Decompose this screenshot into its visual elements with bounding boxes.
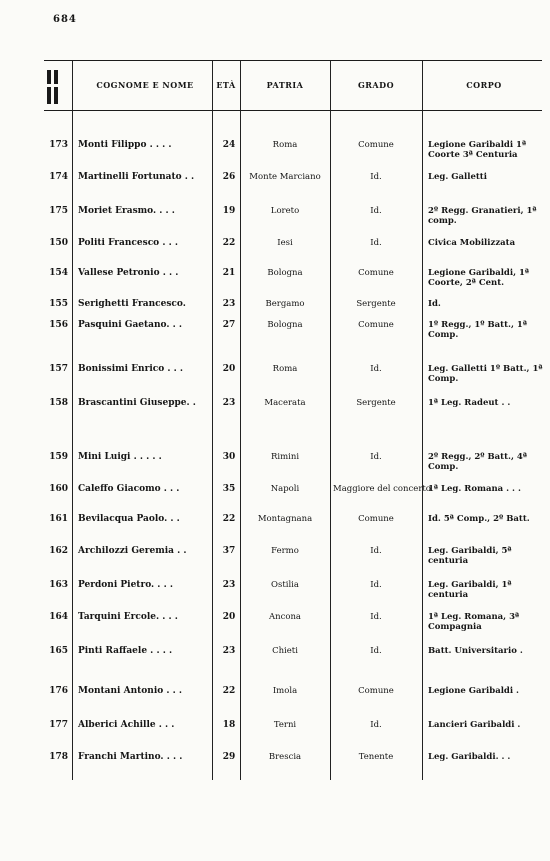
- column-divider-corpo: [422, 60, 423, 780]
- row-grado: Id.: [370, 720, 382, 730]
- row-patria: Bologna: [267, 268, 303, 278]
- table-header-rule: [44, 110, 542, 111]
- row-name: Alberici Achille . . .: [78, 720, 175, 730]
- row-corpo: Leg. Galletti: [428, 172, 487, 182]
- row-grado: Id.: [370, 238, 382, 248]
- row-name: Mini Luigi . . . . .: [78, 452, 162, 462]
- row-age: 21: [222, 268, 236, 278]
- row-age: 30: [222, 452, 236, 462]
- row-name: Politi Francesco . . .: [78, 238, 178, 248]
- row-grado: Comune: [358, 686, 394, 696]
- row-name: Montani Antonio . . .: [78, 686, 183, 696]
- row-name: Archilozzi Geremia . .: [78, 546, 187, 556]
- row-name: Moriet Erasmo. . . .: [78, 206, 175, 216]
- row-patria: Ancona: [268, 612, 302, 622]
- row-grado: Comune: [358, 514, 394, 524]
- row-name: Vallese Petronio . . .: [78, 268, 179, 278]
- row-number: 173: [49, 140, 68, 150]
- page-number: 684: [53, 14, 77, 25]
- row-grado: Sergente: [356, 398, 396, 408]
- row-age: 23: [222, 646, 236, 656]
- row-number: 157: [49, 364, 68, 374]
- row-name: Pinti Raffaele . . . .: [78, 646, 173, 656]
- row-name: Bevilacqua Paolo. . .: [78, 514, 180, 524]
- row-name: Bonissimi Enrico . . .: [78, 364, 184, 374]
- row-patria: Iesi: [277, 238, 293, 248]
- row-patria: Loreto: [270, 206, 300, 216]
- row-corpo: Civica Mobilizzata: [428, 238, 516, 248]
- row-patria: Imola: [272, 686, 298, 696]
- row-corpo: Id. 5ª Comp., 2º Batt.: [428, 514, 530, 524]
- row-patria: Monte Marciano: [249, 172, 321, 182]
- row-age: 26: [222, 172, 236, 182]
- row-number: 159: [49, 452, 68, 462]
- column-divider-grado: [330, 60, 331, 780]
- header-patria: PATRIA: [266, 80, 304, 90]
- row-grado: Id.: [370, 452, 382, 462]
- row-patria: Rimini: [270, 452, 300, 462]
- row-corpo: Batt. Universitario .: [428, 646, 523, 656]
- row-patria: Terni: [273, 720, 297, 730]
- row-patria: Montagnana: [257, 514, 313, 524]
- row-corpo: Lancieri Garibaldi .: [428, 720, 521, 730]
- row-name: Tarquini Ercole. . . .: [78, 612, 178, 622]
- column-divider-age: [212, 60, 213, 780]
- column-divider-name: [72, 60, 73, 780]
- row-age: 23: [222, 299, 236, 309]
- header-grado: GRADO: [357, 80, 395, 90]
- row-grado: Id.: [370, 206, 382, 216]
- row-name: Martinelli Fortunato . .: [78, 172, 195, 182]
- row-name: Caleffo Giacomo . . .: [78, 484, 180, 494]
- row-corpo: Leg. Garibaldi, 5ª centuria: [428, 546, 512, 566]
- row-grado: Id.: [370, 646, 382, 656]
- row-grado: Id.: [370, 364, 382, 374]
- row-corpo: Legione Garibaldi 1ª Coorte 3ª Centuria: [428, 140, 527, 160]
- row-corpo: 1ª Leg. Romana, 3ª Compagnia: [428, 612, 520, 632]
- row-patria: Bergamo: [265, 299, 305, 309]
- row-number: 174: [49, 172, 68, 182]
- row-corpo: 2º Regg., 2º Batt., 4ª Comp.: [428, 452, 527, 472]
- row-name: Monti Filippo . . . .: [78, 140, 172, 150]
- row-corpo: 1ª Leg. Radeut . .: [428, 398, 511, 408]
- row-grado: Id.: [370, 546, 382, 556]
- row-number: 175: [49, 206, 68, 216]
- row-number: 155: [49, 299, 68, 309]
- row-age: 35: [222, 484, 236, 494]
- row-number: 164: [49, 612, 68, 622]
- row-grado: Sergente: [356, 299, 396, 309]
- row-number: 156: [49, 320, 68, 330]
- row-patria: Fermo: [271, 546, 299, 556]
- header-name: COGNOME E NOME: [96, 80, 194, 90]
- row-name: Pasquini Gaetano. . .: [78, 320, 183, 330]
- table-top-rule: [44, 60, 542, 61]
- row-patria: Brescia: [268, 752, 302, 762]
- row-age: 20: [222, 612, 236, 622]
- row-age: 22: [222, 514, 236, 524]
- row-grado: Id.: [370, 580, 382, 590]
- row-patria: Ostilia: [271, 580, 299, 590]
- row-corpo: Legione Garibaldi, 1ª Coorte, 2ª Cent.: [428, 268, 530, 288]
- row-name: Franchi Martino. . . .: [78, 752, 183, 762]
- row-corpo: Legione Garibaldi .: [428, 686, 520, 696]
- row-corpo: 2º Regg. Granatieri, 1ª comp.: [428, 206, 537, 226]
- row-number: 158: [49, 398, 68, 408]
- row-age: 22: [222, 238, 236, 248]
- row-corpo: 1º Regg., 1º Batt., 1ª Comp.: [428, 320, 527, 340]
- row-number: 165: [49, 646, 68, 656]
- row-grado: Maggiore del concerto: [333, 484, 431, 494]
- row-patria: Chieti: [272, 646, 298, 656]
- row-number: 177: [49, 720, 68, 730]
- row-age: 23: [222, 580, 236, 590]
- row-corpo: Id.: [428, 299, 441, 309]
- header-age: ETÀ: [216, 80, 236, 90]
- row-number: 160: [49, 484, 68, 494]
- row-number: 176: [49, 686, 68, 696]
- row-age: 23: [222, 398, 236, 408]
- header-corpo: CORPO: [466, 80, 502, 90]
- row-patria: Roma: [272, 140, 298, 150]
- row-name: Brascantini Giuseppe. .: [78, 398, 196, 408]
- column-divider-patria: [240, 60, 241, 780]
- row-number: 178: [49, 752, 68, 762]
- row-corpo: Leg. Garibaldi. . .: [428, 752, 511, 762]
- row-age: 27: [222, 320, 236, 330]
- row-number: 163: [49, 580, 68, 590]
- row-age: 37: [222, 546, 236, 556]
- column-number-icon: [46, 68, 62, 108]
- row-patria: Bologna: [267, 320, 303, 330]
- row-age: 18: [222, 720, 236, 730]
- row-corpo: Leg. Galletti 1º Batt., 1ª Comp.: [428, 364, 543, 384]
- row-grado: Tenente: [358, 752, 394, 762]
- row-name: Serighetti Francesco.: [78, 299, 186, 309]
- row-grado: Id.: [370, 612, 382, 622]
- row-grado: Id.: [370, 172, 382, 182]
- row-grado: Comune: [358, 140, 394, 150]
- row-patria: Macerata: [264, 398, 306, 408]
- row-number: 150: [49, 238, 68, 248]
- row-patria: Roma: [272, 364, 298, 374]
- row-age: 24: [222, 140, 236, 150]
- row-age: 22: [222, 686, 236, 696]
- row-patria: Napoli: [270, 484, 300, 494]
- row-number: 154: [49, 268, 68, 278]
- row-grado: Comune: [358, 268, 394, 278]
- row-age: 29: [222, 752, 236, 762]
- row-number: 161: [49, 514, 68, 524]
- row-grado: Comune: [358, 320, 394, 330]
- row-age: 20: [222, 364, 236, 374]
- row-corpo: 1ª Leg. Romana . . .: [428, 484, 521, 494]
- row-corpo: Leg. Garibaldi, 1ª centuria: [428, 580, 512, 600]
- row-name: Perdoni Pietro. . . .: [78, 580, 173, 590]
- row-age: 19: [222, 206, 236, 216]
- row-number: 162: [49, 546, 68, 556]
